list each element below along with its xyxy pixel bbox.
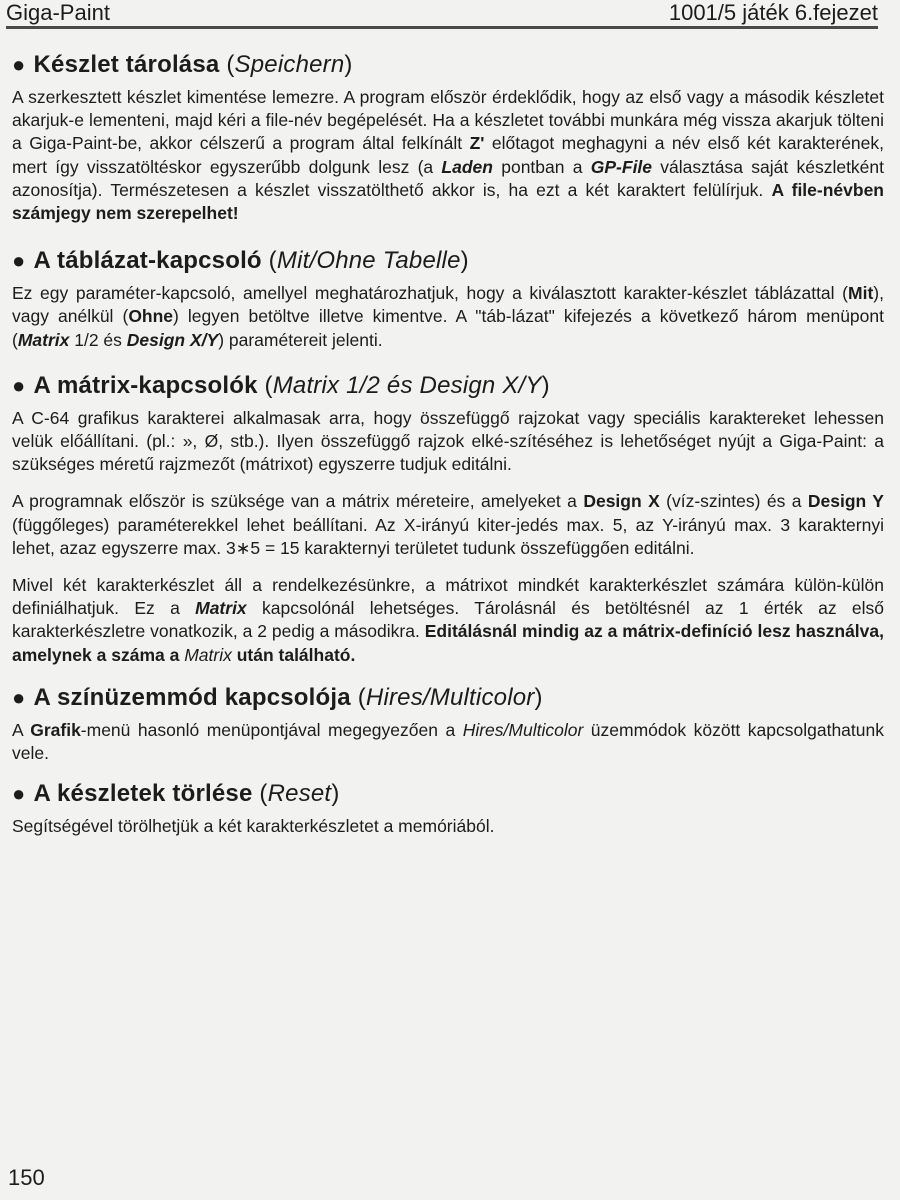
section-heading: ● A táblázat-kapcsoló (Mit/Ohne Tabelle)	[12, 247, 469, 275]
heading-subtitle: Hires/Multicolor	[365, 683, 535, 711]
section-tablazat-kapcsolo	[12, 244, 884, 352]
bullet-icon: ●	[12, 684, 26, 710]
bullet-icon: ●	[12, 372, 26, 398]
section-keszletek-torlese	[12, 777, 884, 838]
paragraph: A Grafik-menü hasonló menüpontjával megegyezően a Hires/Multicolor üzemmódok között kapcsolgathatunk vele.	[12, 719, 884, 764]
heading-title: A táblázat-kapcsoló	[33, 247, 262, 275]
section-heading: ● A készletek törlése (Reset)	[12, 780, 340, 808]
section-heading: ● A mátrix-kapcsolók (Matrix 1/2 és Design X/Y)	[12, 371, 550, 399]
bullet-icon: ●	[12, 781, 26, 807]
section-matrix-kapcsolok	[12, 369, 884, 667]
section-heading: ● A színüzemmód kapcsolója (Hires/Multicolor)	[12, 683, 543, 711]
paragraph: A szerkesztett készlet kimentése lemezre. A program először érdeklődik, hogy az első vagy a második készletet akarjuk-e lementeni, majd kéri a file-név begépelését. Ha a készletet további munkára még vissza akarjuk tölteni a Giga-Paint-be, akkor célszerű a program által felkínált Z' előtagot meghagyni a név első két karakterének, mert így visszatöltéskor egyszerűbb dolgunk lesz (a Laden pontban a GP-File választása saját készletként azonosítja). Természetesen a készlet visszatölthető akkor is, ha ezt a két karaktert felülírjuk. A file-névben számjegy nem szerepelhet!	[12, 87, 885, 224]
paragraph: Ez egy paraméter-kapcsoló, amellyel meghatározhatjuk, hogy a kiválasztott karakter-készlet táblázattal (Mit), vagy anélkül (Ohne) legyen betöltve illetve kimentve. A "táb-lázat" kifejezés a következő három menüpont (Matrix 1/2 és Design X/Y) paramétereit jelenti.	[12, 283, 884, 350]
page-content	[12, 48, 884, 838]
heading-subtitle: Reset	[267, 780, 332, 808]
heading-title: A mátrix-kapcsolók	[33, 371, 258, 399]
bullet-icon: ●	[12, 52, 26, 77]
heading-subtitle: Mit/Ohne Tabelle	[276, 247, 461, 275]
running-header	[6, 0, 878, 29]
section-szinuzemmod-kapcsoloja	[12, 681, 884, 765]
heading-title: A színüzemmód kapcsolója	[33, 683, 351, 711]
header-chapter: 1001/5 játék 6.fejezet	[668, 0, 878, 25]
section-heading: ● Készlet tárolása (Speichern)	[12, 51, 353, 78]
heading-subtitle: Matrix 1/2 és Design X/Y	[272, 371, 542, 399]
paragraph: A programnak először is szüksége van a mátrix méreteire, amelyeket a Design X (víz-szintes) és a Design Y (függőleges) paraméterekkel lehet beállítani. Az X-irányú kiter-jedés max. 5, az Y-irányú max. 3 karakternyi lehet, azaz egyszerre max. 3∗5 = 15 karakternyi területet tudunk összefüggően editálni.	[12, 491, 884, 558]
heading-title: A készletek törlése	[33, 780, 253, 808]
paragraph: A C-64 grafikus karakterei alkalmasak arra, hogy összefüggő rajzokat vagy speciális karaktereket lehessen velük előállítani. (pl.: », Ø, stb.). Ilyen összefüggő rajzok elké-szítéséhez is lehetőséget nyújt a Giga-Paint: a szükséges méretű rajzmezőt (mátrixot) egyszerre tudjuk editálni.	[12, 407, 884, 475]
section-keszlet-tarolasa	[12, 48, 884, 225]
heading-subtitle: Speichern	[234, 51, 345, 78]
header-title: Giga-Paint	[6, 0, 110, 25]
bullet-icon: ●	[12, 248, 26, 274]
paragraph: Segítségével törölhetjük a két karakterkészletet a memóriából.	[12, 816, 495, 837]
heading-title: Készlet tárolása	[33, 51, 220, 78]
page-number: 150	[8, 1165, 45, 1190]
paragraph: Mivel két karakterkészlet áll a rendelkezésünkre, a mátrixot mindkét karakterkészlet számára külön-külön definiálhatjuk. Ez a Matrix kapcsolónál lehetséges. Tárolásnál és betöltésnél az 1 érték az első karakterkészletre vonatkozik, a 2 pedig a másodikra. Editálásnál mindig az a mátrix-definíció lesz használva, amelynek a száma a Matrix után található.	[12, 575, 884, 665]
